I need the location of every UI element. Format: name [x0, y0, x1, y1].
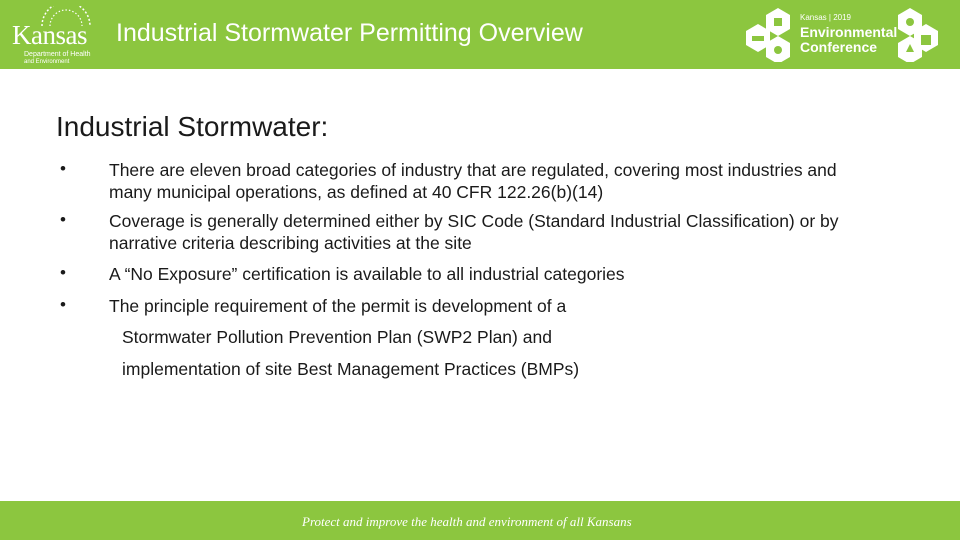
- bullet-item: A “No Exposure” certification is available to all industrial categories: [109, 264, 625, 284]
- footer-tagline: Protect and improve the health and environment of all Kansans: [302, 514, 632, 529]
- kdhe-logo: [8, 6, 100, 64]
- bullet-item: There are eleven broad categories of industry that are regulated, covering most industries and many municipal operations, as defined at 40 CFR 122.26(b)(14): [109, 160, 837, 202]
- bullet-continuation-line: implementation of site Best Management Practices (BMPs): [122, 359, 580, 379]
- conference-text: [800, 14, 897, 54]
- bullet-item: The principle requirement of the permit is development of a: [109, 296, 567, 316]
- conference-name-2: Conference: [800, 39, 878, 55]
- conference-logo: [742, 6, 952, 62]
- header-bar: [0, 0, 960, 69]
- conference-name-1: Environmental: [800, 24, 898, 40]
- bullet-marker: •: [60, 295, 66, 314]
- header-title: Industrial Stormwater Permitting Overview: [116, 19, 583, 47]
- logo-subtitle-2: and Environment: [24, 59, 70, 65]
- logo-subtitle-1: Department of Health: [24, 51, 91, 58]
- conference-year: Kansas | 2019: [800, 13, 852, 22]
- footer-bar: [0, 501, 960, 540]
- bullet-marker: •: [60, 210, 66, 229]
- bullet-continuation-line: Stormwater Pollution Prevention Plan (SWP2 Plan) and: [122, 327, 552, 347]
- bullet-item: Coverage is generally determined either by SIC Code (Standard Industrial Classification) or by narrative criteria describing activities at the site: [109, 211, 839, 253]
- logo-wordmark: Kansas: [12, 20, 87, 50]
- slide-title: Industrial Stormwater:: [56, 111, 329, 142]
- bullet-marker: •: [60, 263, 66, 282]
- bullet-marker: •: [60, 159, 66, 178]
